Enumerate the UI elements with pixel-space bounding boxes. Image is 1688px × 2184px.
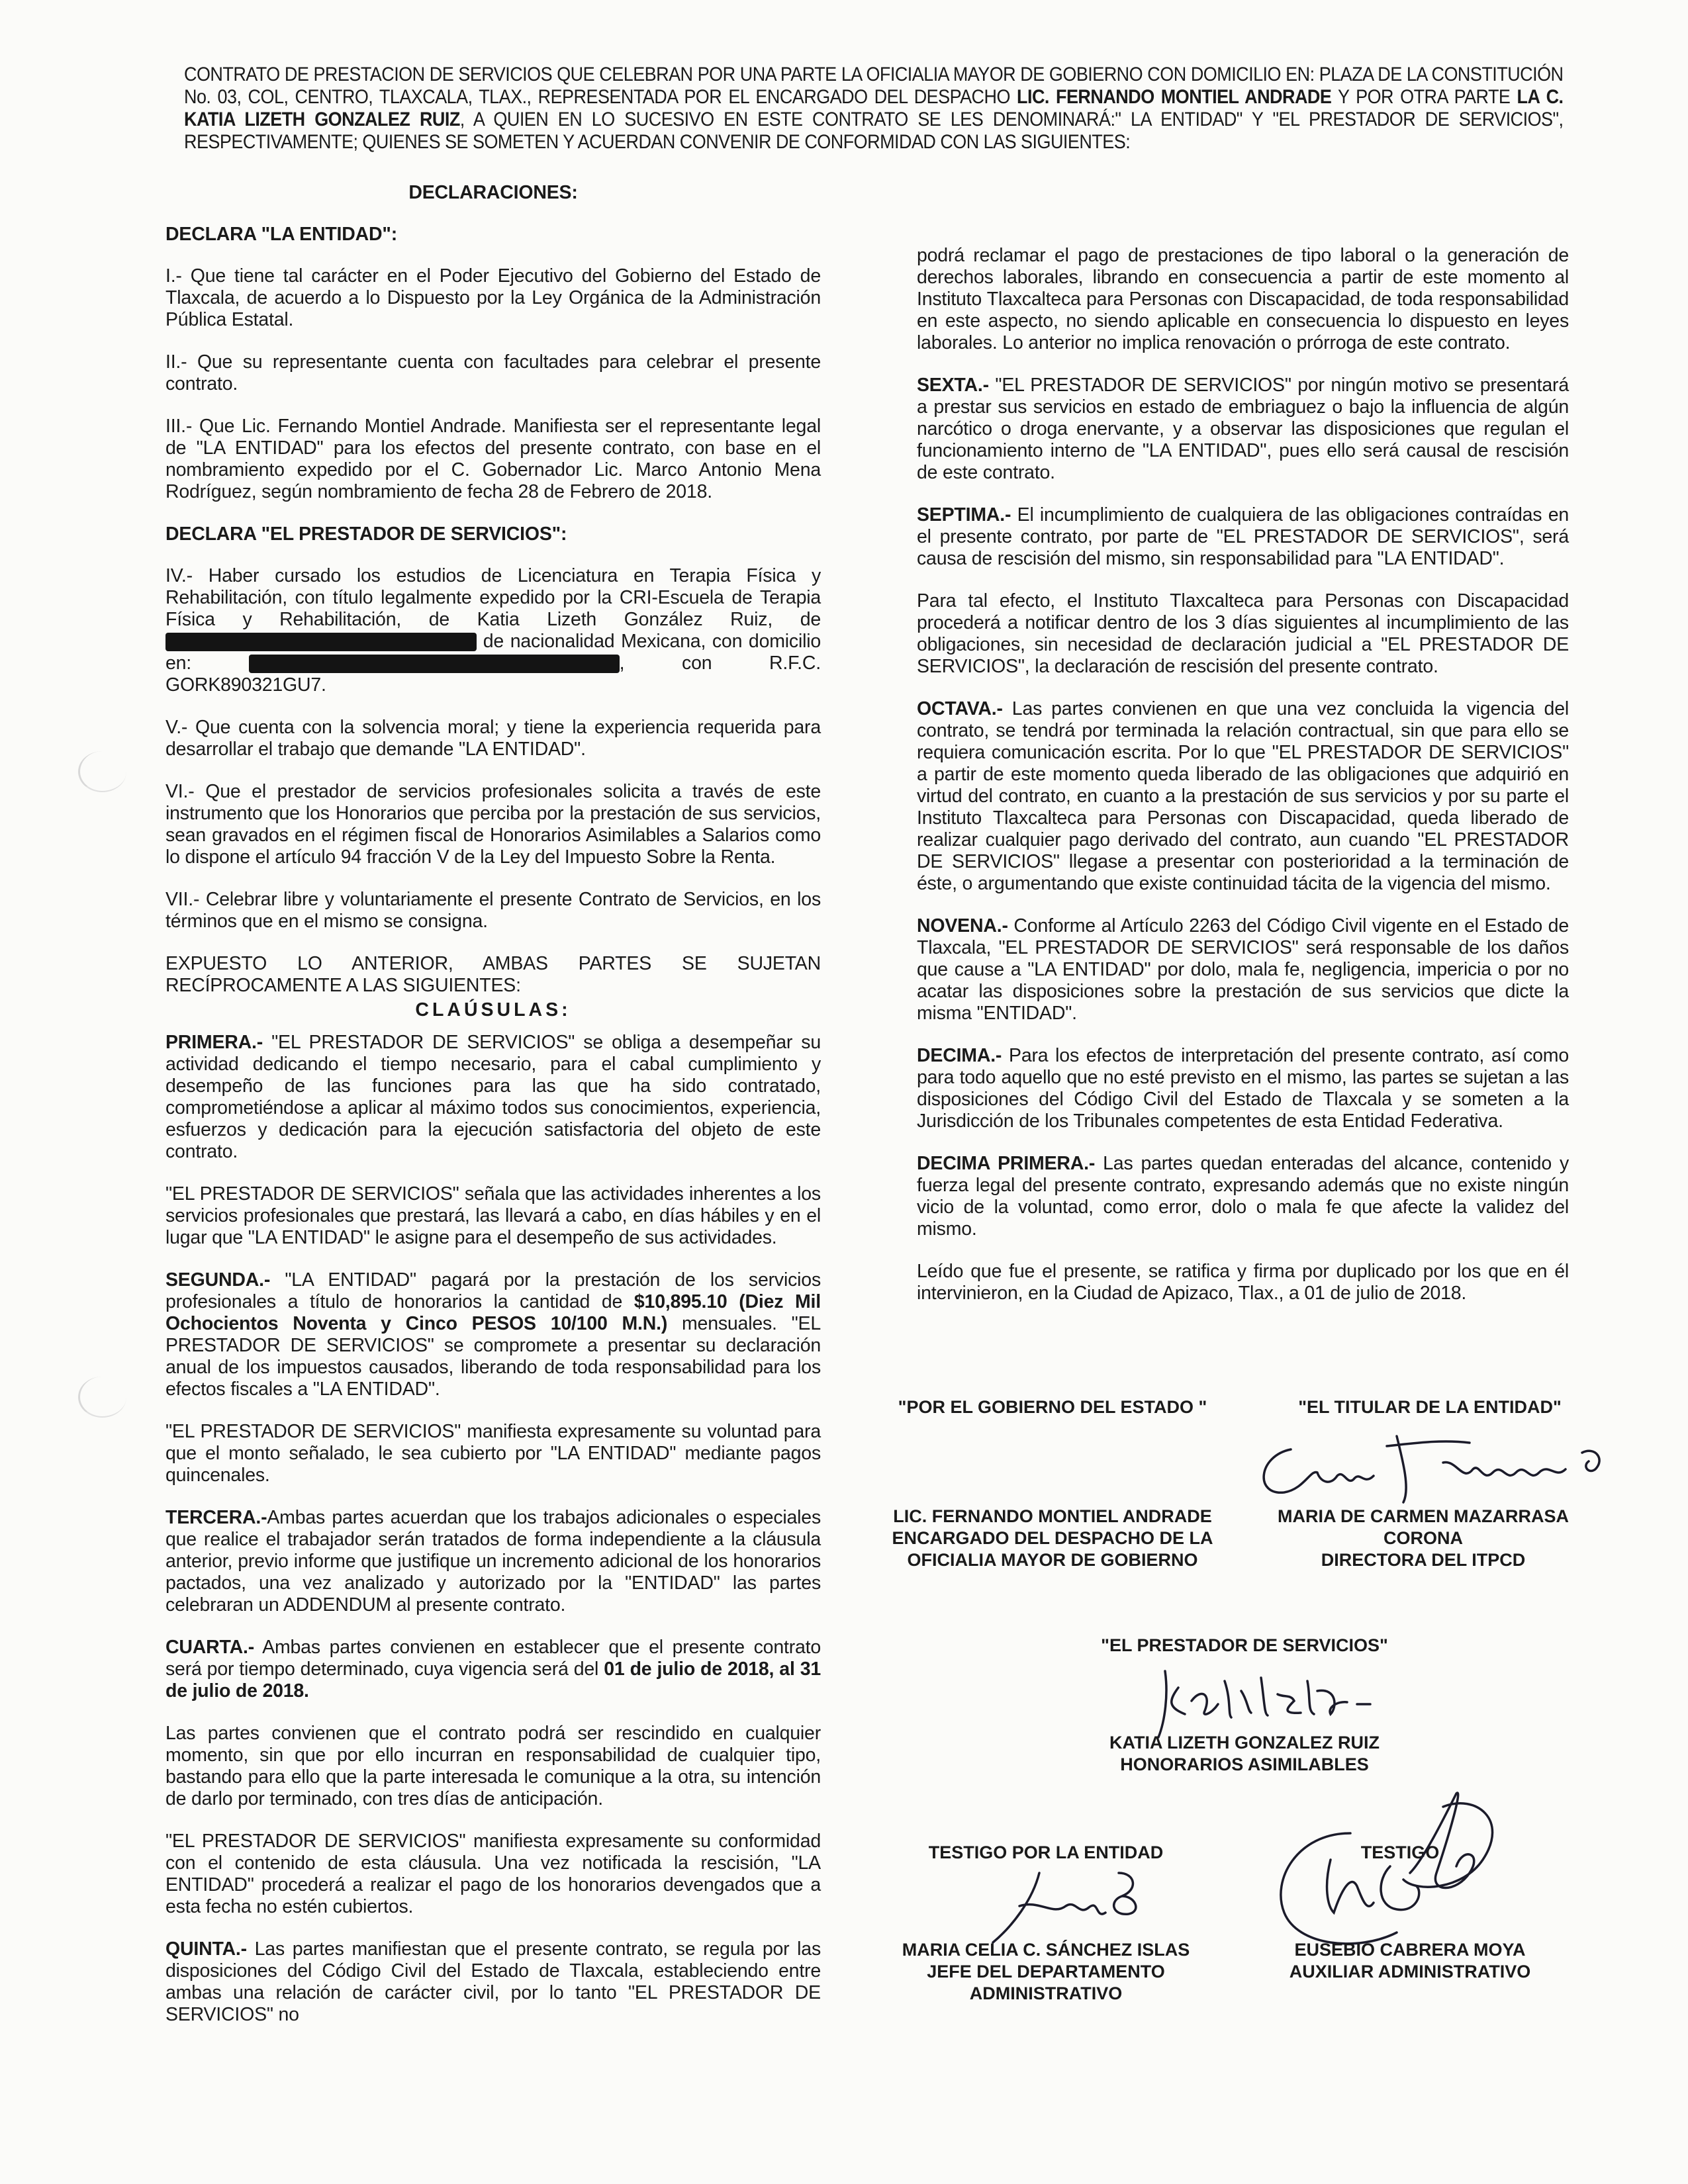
- left-column: [165, 182, 821, 2046]
- punch-hole-mark: [78, 751, 126, 792]
- declaration-iv-text: de nacionalidad Mexicana, con domicilio en:: [165, 631, 821, 674]
- intro-text: CONTRATO DE PRESTACION DE SERVICIOS QUE CELEBRAN POR UNA PARTE LA OFICIALIA MAYOR DE GOBIERNO CON DOMICILIO EN: PLAZA DE LA CONSTITUCIÓN No. 03, COL, CENTRO, TLAXCALA, TLAX., REPRESENTADA POR EL ENCARGADO DEL DESPACHO: [184, 64, 1564, 108]
- signer-role: DIRECTORA DEL ITPCD: [1321, 1550, 1526, 1570]
- signature-header: "POR EL GOBIERNO DEL ESTADO ": [898, 1397, 1207, 1417]
- clause-primera: [165, 1032, 821, 1163]
- clausulas-heading: CLAÚSULAS:: [415, 999, 571, 1021]
- prestador-signature-graphic: [1139, 1661, 1390, 1741]
- clause-text: "EL PRESTADOR DE SERVICIOS" por ningún motivo se presentará a prestar sus servicios en estado de embriaguez o bajo la influencia de algún narcótico o droga enervante, y a observar las disposiciones que regulan el funcionamiento interno de "LA ENTIDAD", pues ello será causal de rescisión de este contrato.: [917, 375, 1569, 483]
- clause-octava: [917, 698, 1569, 895]
- clause-segunda: [165, 1269, 821, 1400]
- contract-intro: [184, 64, 1564, 154]
- signer-role: ENCARGADO DEL DESPACHO DE LA: [892, 1528, 1213, 1548]
- signature-header: "EL PRESTADOR DE SERVICIOS": [1101, 1635, 1388, 1655]
- signature-block-gobierno: [880, 1396, 1225, 1418]
- clause-cuarta: [165, 1637, 821, 1702]
- punch-hole-mark: [78, 1377, 126, 1418]
- testigo-entidad-signature-graphic: [953, 1860, 1172, 1946]
- declara-entidad-heading: DECLARA "LA ENTIDAD":: [165, 224, 398, 245]
- clause-label: SEXTA.-: [917, 375, 989, 396]
- representative-name: LIC. FERNANDO MONTIEL ANDRADE: [1017, 86, 1332, 108]
- clause-decima-primera: [917, 1153, 1569, 1240]
- intro-text: , A QUIEN EN LO SUCESIVO EN ESTE CONTRATO SE LES DENOMINARÁ:" LA ENTIDAD" Y "EL PRESTADOR DE SERVICIOS", RESPECTIVAMENTE; QUIENES SE SOMETEN Y ACUERDAN CONVENIR DE CONFORMIDAD CON LAS SIGUIENTES:: [184, 109, 1564, 153]
- clause-label: CUARTA.-: [165, 1637, 255, 1658]
- provider-name: LA C. KATIA LIZETH GONZALEZ RUIZ: [184, 86, 1564, 130]
- declaration-ii: II.- Que su representante cuenta con facultades para celebrar el presente contrato.: [165, 351, 821, 394]
- clause-label: SEGUNDA.-: [165, 1269, 271, 1291]
- signer-name: KATIA LIZETH GONZALEZ RUIZ: [1109, 1733, 1380, 1752]
- clause-tercera: [165, 1507, 821, 1616]
- clause-text: Conforme al Artículo 2263 del Código Civil vigente en el Estado de Tlaxcala, "EL PRESTADOR DE SERVICIOS" será responsable de los daños que cause a "LA ENTIDAD" por dolo, mala fe, negligencia, impericia o por no acatar las disposiciones sobre la prestación de sus servicios que dicte la misma "ENTIDAD".: [917, 915, 1569, 1024]
- clause-text: Las partes convienen en que una vez concluida la vigencia del contrato, se tendrá por terminada la relación contractual, sin que para ello se requiera comunicación escrita. Por lo que "EL PRESTADOR DE SERVICIOS" a partir de este momento queda liberado de las obligaciones que adquirió en virtud del contrato, en cuanto a la prestación de sus servicios y por su parte el Instituto Tlaxcalteca para Personas con Discapacidad, queda liberado de realizar cualquier pago derivado del contrato, aun cuando "EL PRESTADOR DE SERVICIOS" llegase a presentar con posterioridad a la terminación de éste, o argumentando que existe continuidad tácita de la vigencia del mismo.: [917, 698, 1569, 894]
- titular-signer: [1244, 1506, 1602, 1571]
- signature-header: "EL TITULAR DE LA ENTIDAD": [1298, 1397, 1562, 1417]
- testigo-signer: [1258, 1939, 1562, 1983]
- signer-role: OFICIALIA MAYOR DE GOBIERNO: [907, 1550, 1198, 1570]
- signature-header: TESTIGO: [1360, 1843, 1440, 1862]
- clause-text: Ambas partes acuerdan que los trabajos adicionales o especiales que realice el trabajador serán tratados de forma independiente a la cláusula anterior, previo informe que justifique un incremento adicional de los honorarios pactados, una vez analizado y autorizado por la "ENTIDAD" las partes celebraran un ADDENDUM al presente contrato.: [165, 1507, 821, 1615]
- signer-role: HONORARIOS ASIMILABLES: [1120, 1754, 1369, 1774]
- clause-segunda-2: "EL PRESTADOR DE SERVICIOS" manifiesta expresamente su voluntad para que el monto señalado, le sea cubierto por "LA ENTIDAD" mediante pagos quincenales.: [165, 1421, 821, 1486]
- signer-role: AUXILIAR ADMINISTRATIVO: [1289, 1962, 1531, 1981]
- clause-text: Las partes manifiestan que el presente contrato, se regula por las disposiciones del Código Civil del Estado de Tlaxcala, estableciendo entre ambas una relación de carácter civil, por lo tanto "EL PRESTADOR DE SERVICIOS" no: [165, 1938, 821, 2025]
- closing-statement: Leído que fue el presente, se ratifica y firma por duplicado por los que en él intervinieron, en la Ciudad de Apizaco, Tlax., a 01 de julio de 2018.: [917, 1261, 1569, 1304]
- clause-text: mensuales. "EL PRESTADOR DE SERVICIOS" se compromete a presentar su declaración anual de los impuestos causados, liberando de toda responsabilidad para los efectos fiscales a "LA ENTIDAD".: [165, 1313, 821, 1400]
- contract-dates: 01 de julio de 2018, al 31 de julio de 2018.: [165, 1659, 821, 1702]
- clause-label: PRIMERA.-: [165, 1032, 263, 1053]
- clause-label: OCTAVA.-: [917, 698, 1003, 719]
- declaration-vi: VI.- Que el prestador de servicios profesionales solicita a través de este instrumento que los Honorarios que perciba por la prestación de sus servicios, sean gravados en el régimen fiscal de Honorarios Asimilables a Salarios como lo dispone el artículo 94 fracción V de la Ley del Impuesto Sobre la Renta.: [165, 781, 821, 868]
- payment-amount: $10,895.10 (Diez Mil Ochocientos Noventa y Cinco PESOS 10/100 M.N.): [165, 1291, 821, 1334]
- declaration-vii: VII.- Celebrar libre y voluntariamente el presente Contrato de Servicios, en los términos que en el mismo se consigna.: [165, 889, 821, 932]
- signature-header: TESTIGO POR LA ENTIDAD: [928, 1843, 1164, 1862]
- clause-label: QUINTA.-: [165, 1938, 247, 1960]
- clause-label: DECIMA.-: [917, 1045, 1002, 1066]
- redaction-bar: [165, 633, 477, 651]
- declaration-iv-text: , con R.F.C. GORK890321GU7.: [165, 653, 821, 696]
- signer-name: CORONA: [1383, 1528, 1463, 1548]
- declaration-i: I.- Que tiene tal carácter en el Poder Ejecutivo del Gobierno del Estado de Tlaxcala, de acuerdo a lo Dispuesto por la Ley Orgánica de la Administración Pública Estatal.: [165, 265, 821, 330]
- signer-name: MARIA DE CARMEN MAZARRASA: [1278, 1506, 1569, 1526]
- signer-role: JEFE DEL DEPARTAMENTO: [927, 1962, 1165, 1981]
- clause-text: El incumplimiento de cualquiera de las obligaciones contraídas en el presente contrato, por parte de "EL PRESTADOR DE SERVICIOS", será causa de rescisión del mismo, sin responsabilidad para "LA ENTIDAD".: [917, 504, 1569, 569]
- declara-prestador-heading: DECLARA "EL PRESTADOR DE SERVICIOS":: [165, 523, 567, 545]
- clause-cuarta-2: Las partes convienen que el contrato podrá ser rescindido en cualquier momento, sin que por ello incurran en responsabilidad de cualquier tipo, bastando para ello que la parte interesada le comunique a la otra, su intención de darlo por terminado, con tres días de anticipación.: [165, 1723, 821, 1809]
- expuesto-text: EXPUESTO LO ANTERIOR, AMBAS PARTES SE SUJETAN RECÍPROCAMENTE A LAS SIGUIENTES:: [165, 953, 821, 996]
- clause-label: DECIMA PRIMERA.-: [917, 1153, 1096, 1174]
- signature-block-prestador: [1046, 1635, 1443, 1657]
- clause-label: SEPTIMA.-: [917, 504, 1011, 525]
- declaration-v: V.- Que cuenta con la solvencia moral; y tiene la experiencia requerida para desarrollar el trabajo que demande "LA ENTIDAD".: [165, 717, 821, 760]
- prestador-signer: [1046, 1732, 1443, 1776]
- declaraciones-heading: DECLARACIONES:: [408, 182, 578, 203]
- clause-text: Para los efectos de interpretación del presente contrato, así como para todo aquello que no esté previsto en el mismo, las partes se sujetan a las disposiciones del Código Civil del Estado de Tlaxcala y se someten a la Jurisdicción de los Tribunales competentes de esta Entidad Federativa.: [917, 1045, 1569, 1132]
- clause-novena: [917, 915, 1569, 1024]
- declaration-iii: III.- Que Lic. Fernando Montiel Andrade. Manifiesta ser el representante legal de "LA ENTIDAD" para los efectos del presente contrato, con base en el nombramiento expedido por el C. Gobernador Lic. Marco Antonio Mena Rodríguez, según nombramiento de fecha 28 de Febrero de 2018.: [165, 416, 821, 502]
- clause-decima: [917, 1045, 1569, 1132]
- clause-quinta-cont: podrá reclamar el pago de prestaciones de tipo laboral o la generación de derechos laborales, librando en consecuencia a partir de este momento al Instituto Tlaxcalteca para Personas con Discapacidad, de toda responsabilidad en este aspecto, no siendo aplicable en consecuencia lo dispuesto en leyes laborales. Lo anterior no implica renovación o prórroga de este contrato.: [917, 245, 1569, 353]
- titular-signature-graphic: [1244, 1423, 1615, 1509]
- signer-name: MARIA CELIA C. SÁNCHEZ ISLAS: [902, 1940, 1190, 1960]
- clause-septima: [917, 504, 1569, 570]
- right-column: [917, 245, 1569, 1325]
- clause-septima-2: Para tal efecto, el Instituto Tlaxcalteca para Personas con Discapacidad procederá a notificar dentro de los 3 días siguientes al incumplimiento de las obligaciones, sin necesidad de declaración judicial a "EL PRESTADOR DE SERVICIOS", la declaración de rescisión del presente contrato.: [917, 590, 1569, 677]
- intro-text: Y POR OTRA PARTE: [1331, 86, 1517, 108]
- gobierno-signer: [874, 1506, 1231, 1571]
- clause-sexta: [917, 375, 1569, 484]
- signature-block-titular: [1258, 1396, 1602, 1418]
- clause-quinta: [165, 1938, 821, 2026]
- signer-role: ADMINISTRATIVO: [969, 1983, 1123, 2003]
- clause-cuarta-3: "EL PRESTADOR DE SERVICIOS" manifiesta expresamente su conformidad con el contenido de esta cláusula. Una vez notificada la rescisión, "LA ENTIDAD" procederá a realizar el pago de los honorarios devengados que a esta fecha no estén cubiertos.: [165, 1831, 821, 1917]
- declaration-iv-text: IV.- Haber cursado los estudios de Licenciatura en Terapia Física y Rehabilitación, con título legalmente expedido por la CRI-Escuela de Terapia Física y Rehabilitación, de Katia Lizeth González Ruiz, de: [165, 565, 821, 630]
- clause-label: TERCERA.-: [165, 1507, 267, 1528]
- clause-text: "LA ENTIDAD" pagará por la prestación de los servicios profesionales a título de honorarios la cantidad de: [165, 1269, 821, 1312]
- clause-text: "EL PRESTADOR DE SERVICIOS" se obliga a desempeñar su actividad dedicando el tiempo necesario, para el cabal cumplimiento y desempeño de las funciones para las que ha sido contratado, comprometiéndose a aplicar al máximo todos sus conocimientos, experiencia, esfuerzos y dedicación para la ejecución satisfactoria del objeto de este contrato.: [165, 1032, 821, 1162]
- testigo-entidad-signer: [887, 1939, 1205, 2005]
- clause-primera-2: "EL PRESTADOR DE SERVICIOS" señala que las actividades inherentes a los servicios profesionales que prestará, las llevará a cabo, en días hábiles y en el lugar que "LA ENTIDAD" le asigne para el desempeño de sus actividades.: [165, 1183, 821, 1248]
- declaration-iv: [165, 565, 821, 696]
- clause-label: NOVENA.-: [917, 915, 1008, 936]
- signer-name: LIC. FERNANDO MONTIEL ANDRADE: [893, 1506, 1212, 1526]
- signer-name: EUSEBIO CABRERA MOYA: [1294, 1940, 1526, 1960]
- clause-text: Las partes quedan enteradas del alcance, contenido y fuerza legal del presente contrato, expresando además que no existe ningún vicio de la voluntad, como error, dolo o mala fe que afecte la validez del mismo.: [917, 1153, 1570, 1240]
- clause-text: Ambas partes convienen en establecer que el presente contrato será por tiempo determinado, cuya vigencia será del: [165, 1637, 821, 1680]
- redaction-bar: [249, 655, 620, 673]
